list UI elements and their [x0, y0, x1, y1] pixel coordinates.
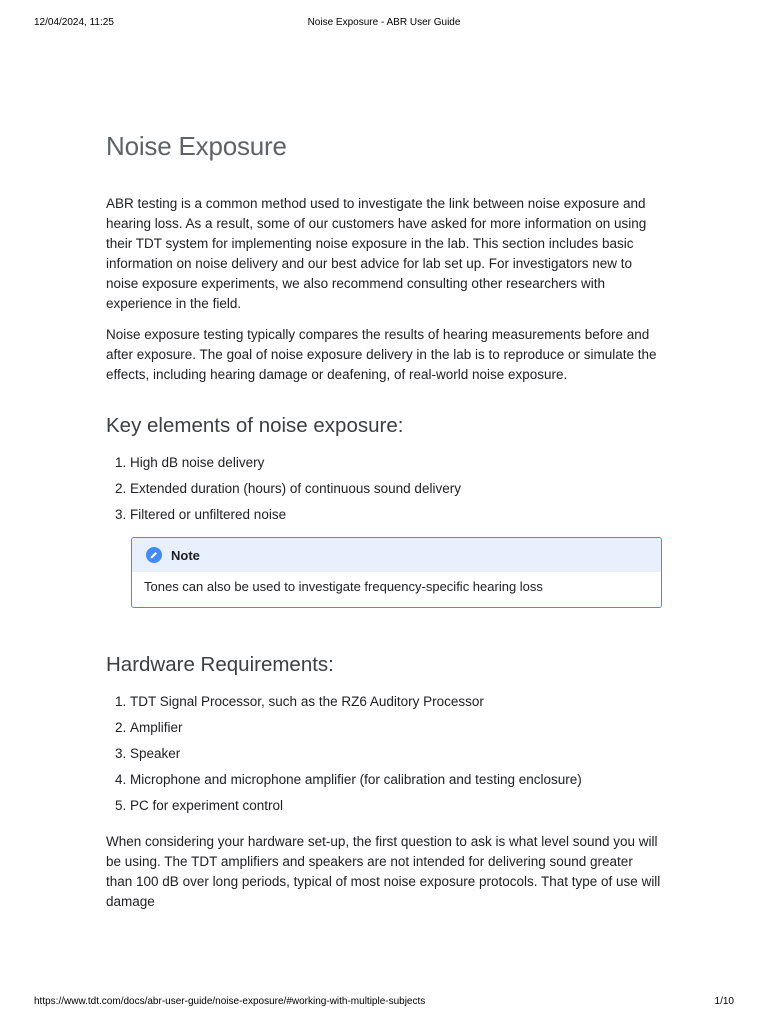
hardware-heading: Hardware Requirements:	[106, 653, 334, 676]
list-item: 2. Amplifier	[130, 718, 662, 738]
exposure-paragraph: Noise exposure testing typically compares the results of hearing measurements before and after exposure. The goal of noise exposure delivery in the lab is to reproduce or simulate the effects, including hearing damage or deafening, of real-world noise exposure.	[106, 327, 657, 382]
print-url[interactable]: https://www.tdt.com/docs/abr-user-guide/noise-exposure/#working-with-multiple-subjects	[34, 996, 426, 1007]
print-footer	[34, 996, 734, 1010]
note-title: Note	[171, 547, 200, 563]
key-elements-heading: Key elements of noise exposure:	[106, 414, 404, 437]
note-text: Tones can also be used to investigate frequency-specific hearing loss	[144, 579, 543, 594]
hardware-list	[106, 692, 662, 816]
hardware-paragraph: When considering your hardware set-up, the first question to ask is what level sound you will be using. The TDT amplifiers and speakers are not intended for delivering sound greater than 100 dB over long periods, typical of most noise exposure protocols. That type of use will damage	[106, 834, 661, 909]
print-document-title: Noise Exposure - ABR User Guide	[307, 17, 461, 28]
note-callout	[131, 537, 662, 608]
pencil-icon	[146, 547, 162, 563]
print-header	[34, 17, 734, 31]
key-elements-list	[106, 453, 662, 525]
list-item: 1. TDT Signal Processor, such as the RZ6 Auditory Processor	[130, 692, 662, 712]
list-item: 3. Filtered or unfiltered noise	[130, 505, 662, 525]
main-content	[106, 128, 662, 923]
list-item: 4. Microphone and microphone amplifier (for calibration and testing enclosure)	[130, 770, 662, 790]
list-item: 2. Extended duration (hours) of continuous sound delivery	[130, 479, 662, 499]
page-title: Noise Exposure	[106, 131, 287, 161]
intro-paragraph: ABR testing is a common method used to investigate the link between noise exposure and hearing loss. As a result, some of our customers have asked for more information on using their TDT system for implementing noise exposure in the lab. This section includes basic information on noise delivery and our best advice for lab set up. For investigators new to noise exposure experiments, we also recommend consulting other researchers with experience in the field.	[106, 196, 647, 311]
page-number: 1/10	[714, 996, 734, 1007]
list-item: 1. High dB noise delivery	[130, 453, 662, 473]
print-date: 12/04/2024, 11:25	[34, 17, 114, 28]
list-item: 3. Speaker	[130, 744, 662, 764]
note-header	[132, 538, 661, 572]
list-item: 5. PC for experiment control	[130, 796, 662, 816]
